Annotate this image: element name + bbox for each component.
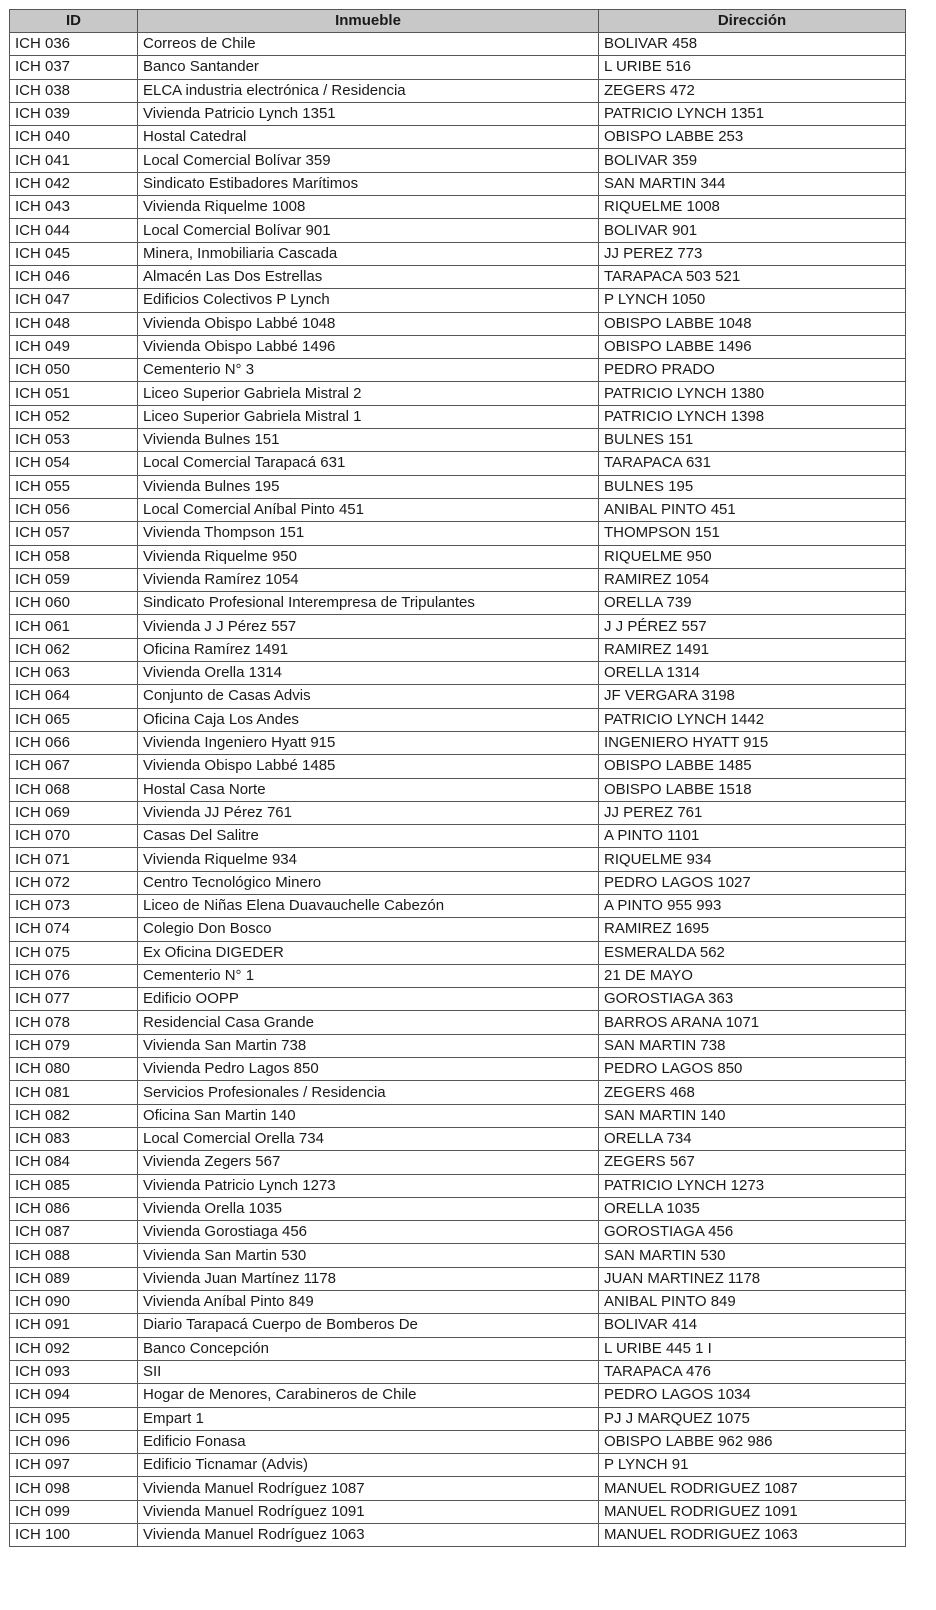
- cell-direccion: BOLIVAR 414: [599, 1314, 906, 1337]
- table-row: [10, 1384, 906, 1407]
- cell-inmueble: Almacén Las Dos Estrellas: [138, 265, 599, 288]
- table-row: [10, 102, 906, 125]
- cell-direccion: L URIBE 516: [599, 56, 906, 79]
- cell-direccion: PATRICIO LYNCH 1442: [599, 708, 906, 731]
- cell-inmueble: Vivienda Obispo Labbé 1048: [138, 312, 599, 335]
- cell-direccion: PATRICIO LYNCH 1380: [599, 382, 906, 405]
- cell-id: ICH 063: [10, 662, 138, 685]
- cell-inmueble: Oficina Ramírez 1491: [138, 638, 599, 661]
- table-row: [10, 1267, 906, 1290]
- cell-inmueble: Hogar de Menores, Carabineros de Chile: [138, 1384, 599, 1407]
- cell-direccion: RAMIREZ 1054: [599, 568, 906, 591]
- cell-direccion: PJ J MARQUEZ 1075: [599, 1407, 906, 1430]
- cell-id: ICH 046: [10, 265, 138, 288]
- cell-inmueble: Hostal Casa Norte: [138, 778, 599, 801]
- table-row: [10, 1104, 906, 1127]
- cell-id: ICH 060: [10, 592, 138, 615]
- cell-direccion: ORELLA 1314: [599, 662, 906, 685]
- table-row: [10, 289, 906, 312]
- table-row: [10, 568, 906, 591]
- table-row: [10, 1524, 906, 1547]
- cell-inmueble: Vivienda Gorostiaga 456: [138, 1221, 599, 1244]
- cell-id: ICH 041: [10, 149, 138, 172]
- cell-direccion: MANUEL RODRIGUEZ 1091: [599, 1500, 906, 1523]
- cell-inmueble: Correos de Chile: [138, 33, 599, 56]
- cell-inmueble: Local Comercial Tarapacá 631: [138, 452, 599, 475]
- cell-inmueble: Local Comercial Orella 734: [138, 1127, 599, 1150]
- table-row: [10, 941, 906, 964]
- table-row: [10, 708, 906, 731]
- cell-id: ICH 040: [10, 126, 138, 149]
- cell-id: ICH 097: [10, 1454, 138, 1477]
- cell-id: ICH 057: [10, 522, 138, 545]
- table-row: [10, 1221, 906, 1244]
- table-row: [10, 1151, 906, 1174]
- cell-inmueble: Edificio Ticnamar (Advis): [138, 1454, 599, 1477]
- cell-inmueble: Vivienda Riquelme 950: [138, 545, 599, 568]
- cell-id: ICH 071: [10, 848, 138, 871]
- table-row: [10, 1291, 906, 1314]
- cell-direccion: BOLIVAR 901: [599, 219, 906, 242]
- cell-direccion: GOROSTIAGA 456: [599, 1221, 906, 1244]
- cell-inmueble: Vivienda Manuel Rodríguez 1091: [138, 1500, 599, 1523]
- cell-direccion: ORELLA 734: [599, 1127, 906, 1150]
- table-row: [10, 1407, 906, 1430]
- cell-inmueble: Vivienda JJ Pérez 761: [138, 801, 599, 824]
- cell-id: ICH 043: [10, 196, 138, 219]
- cell-inmueble: Vivienda San Martin 738: [138, 1034, 599, 1057]
- cell-direccion: PATRICIO LYNCH 1351: [599, 102, 906, 125]
- cell-id: ICH 099: [10, 1500, 138, 1523]
- cell-direccion: JJ PEREZ 761: [599, 801, 906, 824]
- cell-id: ICH 048: [10, 312, 138, 335]
- cell-direccion: ORELLA 739: [599, 592, 906, 615]
- cell-id: ICH 062: [10, 638, 138, 661]
- cell-id: ICH 083: [10, 1127, 138, 1150]
- cell-inmueble: Oficina Caja Los Andes: [138, 708, 599, 731]
- cell-direccion: P LYNCH 1050: [599, 289, 906, 312]
- cell-id: ICH 088: [10, 1244, 138, 1267]
- cell-direccion: INGENIERO HYATT 915: [599, 731, 906, 754]
- cell-inmueble: ELCA industria electrónica / Residencia: [138, 79, 599, 102]
- table-row: [10, 638, 906, 661]
- cell-id: ICH 086: [10, 1197, 138, 1220]
- cell-id: ICH 045: [10, 242, 138, 265]
- cell-id: ICH 065: [10, 708, 138, 731]
- cell-id: ICH 084: [10, 1151, 138, 1174]
- cell-id: ICH 092: [10, 1337, 138, 1360]
- cell-direccion: TARAPACA 631: [599, 452, 906, 475]
- cell-inmueble: Empart 1: [138, 1407, 599, 1430]
- table-row: [10, 871, 906, 894]
- table-row: [10, 498, 906, 521]
- table-row: [10, 848, 906, 871]
- cell-id: ICH 066: [10, 731, 138, 754]
- cell-direccion: L URIBE 445 1 I: [599, 1337, 906, 1360]
- cell-id: ICH 093: [10, 1360, 138, 1383]
- table-row: [10, 592, 906, 615]
- cell-direccion: MANUEL RODRIGUEZ 1087: [599, 1477, 906, 1500]
- table-body: [10, 33, 906, 1547]
- cell-id: ICH 050: [10, 359, 138, 382]
- cell-direccion: SAN MARTIN 344: [599, 172, 906, 195]
- cell-id: ICH 049: [10, 335, 138, 358]
- cell-inmueble: Residencial Casa Grande: [138, 1011, 599, 1034]
- cell-direccion: ANIBAL PINTO 849: [599, 1291, 906, 1314]
- cell-id: ICH 044: [10, 219, 138, 242]
- cell-direccion: JUAN MARTINEZ 1178: [599, 1267, 906, 1290]
- table-row: [10, 545, 906, 568]
- table-row: [10, 1174, 906, 1197]
- table-row: [10, 242, 906, 265]
- cell-inmueble: Vivienda Bulnes 151: [138, 429, 599, 452]
- cell-direccion: A PINTO 955 993: [599, 894, 906, 917]
- cell-id: ICH 052: [10, 405, 138, 428]
- cell-direccion: OBISPO LABBE 1518: [599, 778, 906, 801]
- table-row: [10, 615, 906, 638]
- cell-inmueble: Sindicato Estibadores Marítimos: [138, 172, 599, 195]
- cell-direccion: PEDRO PRADO: [599, 359, 906, 382]
- table-row: [10, 1454, 906, 1477]
- cell-inmueble: Local Comercial Bolívar 901: [138, 219, 599, 242]
- cell-id: ICH 078: [10, 1011, 138, 1034]
- table-row: [10, 219, 906, 242]
- cell-inmueble: Vivienda Riquelme 934: [138, 848, 599, 871]
- cell-direccion: PATRICIO LYNCH 1398: [599, 405, 906, 428]
- cell-inmueble: Vivienda Obispo Labbé 1496: [138, 335, 599, 358]
- cell-direccion: OBISPO LABBE 962 986: [599, 1430, 906, 1453]
- cell-direccion: BOLIVAR 458: [599, 33, 906, 56]
- cell-direccion: BULNES 195: [599, 475, 906, 498]
- cell-id: ICH 042: [10, 172, 138, 195]
- cell-inmueble: Colegio Don Bosco: [138, 918, 599, 941]
- cell-direccion: A PINTO 1101: [599, 825, 906, 848]
- cell-id: ICH 068: [10, 778, 138, 801]
- cell-inmueble: Vivienda Orella 1314: [138, 662, 599, 685]
- cell-inmueble: Local Comercial Bolívar 359: [138, 149, 599, 172]
- cell-inmueble: Vivienda Pedro Lagos 850: [138, 1058, 599, 1081]
- cell-id: ICH 073: [10, 894, 138, 917]
- cell-direccion: PEDRO LAGOS 1027: [599, 871, 906, 894]
- cell-inmueble: Oficina San Martin 140: [138, 1104, 599, 1127]
- cell-direccion: ZEGERS 468: [599, 1081, 906, 1104]
- cell-id: ICH 069: [10, 801, 138, 824]
- cell-inmueble: Vivienda Patricio Lynch 1273: [138, 1174, 599, 1197]
- cell-direccion: 21 DE MAYO: [599, 964, 906, 987]
- cell-direccion: OBISPO LABBE 253: [599, 126, 906, 149]
- table-row: [10, 405, 906, 428]
- table-row: [10, 79, 906, 102]
- cell-inmueble: Minera, Inmobiliaria Cascada: [138, 242, 599, 265]
- table-row: [10, 475, 906, 498]
- table-row: [10, 312, 906, 335]
- cell-direccion: BOLIVAR 359: [599, 149, 906, 172]
- header-direccion: Dirección: [599, 10, 906, 33]
- cell-inmueble: Conjunto de Casas Advis: [138, 685, 599, 708]
- cell-inmueble: Vivienda Ramírez 1054: [138, 568, 599, 591]
- cell-id: ICH 036: [10, 33, 138, 56]
- cell-id: ICH 082: [10, 1104, 138, 1127]
- cell-inmueble: Cementerio N° 3: [138, 359, 599, 382]
- cell-inmueble: Vivienda Thompson 151: [138, 522, 599, 545]
- table-row: [10, 1011, 906, 1034]
- table-row: [10, 1337, 906, 1360]
- inmuebles-table: [9, 9, 906, 1547]
- cell-id: ICH 058: [10, 545, 138, 568]
- table-row: [10, 825, 906, 848]
- table-row: [10, 172, 906, 195]
- cell-id: ICH 100: [10, 1524, 138, 1547]
- header-inmueble: Inmueble: [138, 10, 599, 33]
- cell-inmueble: Vivienda Zegers 567: [138, 1151, 599, 1174]
- table-row: [10, 429, 906, 452]
- cell-inmueble: Banco Concepción: [138, 1337, 599, 1360]
- cell-inmueble: Sindicato Profesional Interempresa de Tripulantes: [138, 592, 599, 615]
- cell-inmueble: Cementerio N° 1: [138, 964, 599, 987]
- cell-direccion: SAN MARTIN 140: [599, 1104, 906, 1127]
- cell-inmueble: Local Comercial Aníbal Pinto 451: [138, 498, 599, 521]
- cell-id: ICH 080: [10, 1058, 138, 1081]
- table-row: [10, 196, 906, 219]
- cell-inmueble: Vivienda Manuel Rodríguez 1087: [138, 1477, 599, 1500]
- cell-inmueble: Ex Oficina DIGEDER: [138, 941, 599, 964]
- cell-direccion: OBISPO LABBE 1496: [599, 335, 906, 358]
- cell-inmueble: Vivienda Bulnes 195: [138, 475, 599, 498]
- cell-id: ICH 096: [10, 1430, 138, 1453]
- cell-id: ICH 075: [10, 941, 138, 964]
- table-row: [10, 964, 906, 987]
- cell-inmueble: Vivienda Riquelme 1008: [138, 196, 599, 219]
- cell-direccion: MANUEL RODRIGUEZ 1063: [599, 1524, 906, 1547]
- cell-id: ICH 095: [10, 1407, 138, 1430]
- cell-id: ICH 061: [10, 615, 138, 638]
- table-row: [10, 1314, 906, 1337]
- cell-id: ICH 098: [10, 1477, 138, 1500]
- table-row: [10, 801, 906, 824]
- cell-direccion: ZEGERS 472: [599, 79, 906, 102]
- table-row: [10, 452, 906, 475]
- table-row: [10, 265, 906, 288]
- table-row: [10, 731, 906, 754]
- cell-id: ICH 091: [10, 1314, 138, 1337]
- cell-direccion: ZEGERS 567: [599, 1151, 906, 1174]
- cell-direccion: SAN MARTIN 738: [599, 1034, 906, 1057]
- table-row: [10, 335, 906, 358]
- cell-inmueble: Liceo de Niñas Elena Duavauchelle Cabezón: [138, 894, 599, 917]
- table-row: [10, 1477, 906, 1500]
- cell-direccion: RAMIREZ 1491: [599, 638, 906, 661]
- cell-inmueble: Edificio Fonasa: [138, 1430, 599, 1453]
- table-row: [10, 894, 906, 917]
- cell-inmueble: Vivienda Orella 1035: [138, 1197, 599, 1220]
- cell-inmueble: Hostal Catedral: [138, 126, 599, 149]
- cell-id: ICH 039: [10, 102, 138, 125]
- table-row: [10, 1034, 906, 1057]
- cell-direccion: TARAPACA 476: [599, 1360, 906, 1383]
- table-row: [10, 126, 906, 149]
- table-row: [10, 1244, 906, 1267]
- cell-id: ICH 038: [10, 79, 138, 102]
- cell-inmueble: Vivienda San Martin 530: [138, 1244, 599, 1267]
- cell-direccion: OBISPO LABBE 1485: [599, 755, 906, 778]
- cell-inmueble: Edificios Colectivos P Lynch: [138, 289, 599, 312]
- table-row: [10, 359, 906, 382]
- cell-direccion: P LYNCH 91: [599, 1454, 906, 1477]
- cell-inmueble: Vivienda Patricio Lynch 1351: [138, 102, 599, 125]
- cell-direccion: PATRICIO LYNCH 1273: [599, 1174, 906, 1197]
- cell-inmueble: Centro Tecnológico Minero: [138, 871, 599, 894]
- cell-direccion: PEDRO LAGOS 850: [599, 1058, 906, 1081]
- cell-direccion: ORELLA 1035: [599, 1197, 906, 1220]
- cell-id: ICH 054: [10, 452, 138, 475]
- cell-id: ICH 085: [10, 1174, 138, 1197]
- cell-id: ICH 059: [10, 568, 138, 591]
- cell-id: ICH 047: [10, 289, 138, 312]
- table-row: [10, 755, 906, 778]
- cell-direccion: RAMIREZ 1695: [599, 918, 906, 941]
- cell-inmueble: Diario Tarapacá Cuerpo de Bomberos De: [138, 1314, 599, 1337]
- cell-id: ICH 077: [10, 988, 138, 1011]
- cell-direccion: TARAPACA 503 521: [599, 265, 906, 288]
- cell-id: ICH 090: [10, 1291, 138, 1314]
- cell-direccion: OBISPO LABBE 1048: [599, 312, 906, 335]
- cell-inmueble: Casas Del Salitre: [138, 825, 599, 848]
- cell-inmueble: Vivienda Juan Martínez 1178: [138, 1267, 599, 1290]
- cell-direccion: BULNES 151: [599, 429, 906, 452]
- table-row: [10, 778, 906, 801]
- cell-id: ICH 051: [10, 382, 138, 405]
- cell-direccion: GOROSTIAGA 363: [599, 988, 906, 1011]
- cell-inmueble: Vivienda Obispo Labbé 1485: [138, 755, 599, 778]
- table-row: [10, 685, 906, 708]
- cell-id: ICH 072: [10, 871, 138, 894]
- cell-id: ICH 053: [10, 429, 138, 452]
- cell-direccion: BARROS ARANA 1071: [599, 1011, 906, 1034]
- cell-id: ICH 067: [10, 755, 138, 778]
- cell-id: ICH 076: [10, 964, 138, 987]
- table-row: [10, 1197, 906, 1220]
- cell-direccion: RIQUELME 1008: [599, 196, 906, 219]
- cell-inmueble: SII: [138, 1360, 599, 1383]
- cell-id: ICH 074: [10, 918, 138, 941]
- table-row: [10, 1430, 906, 1453]
- table-row: [10, 1058, 906, 1081]
- cell-id: ICH 089: [10, 1267, 138, 1290]
- cell-direccion: SAN MARTIN 530: [599, 1244, 906, 1267]
- table-row: [10, 33, 906, 56]
- table-row: [10, 1500, 906, 1523]
- cell-inmueble: Liceo Superior Gabriela Mistral 2: [138, 382, 599, 405]
- cell-inmueble: Vivienda Ingeniero Hyatt 915: [138, 731, 599, 754]
- cell-inmueble: Edificio OOPP: [138, 988, 599, 1011]
- cell-direccion: RIQUELME 934: [599, 848, 906, 871]
- table-row: [10, 382, 906, 405]
- cell-id: ICH 064: [10, 685, 138, 708]
- cell-inmueble: Vivienda J J Pérez 557: [138, 615, 599, 638]
- table-row: [10, 918, 906, 941]
- cell-direccion: J J PÉREZ 557: [599, 615, 906, 638]
- cell-inmueble: Vivienda Aníbal Pinto 849: [138, 1291, 599, 1314]
- header-row: [10, 10, 906, 33]
- table-row: [10, 1360, 906, 1383]
- cell-direccion: THOMPSON 151: [599, 522, 906, 545]
- cell-id: ICH 037: [10, 56, 138, 79]
- cell-inmueble: Servicios Profesionales / Residencia: [138, 1081, 599, 1104]
- cell-id: ICH 081: [10, 1081, 138, 1104]
- cell-direccion: ANIBAL PINTO 451: [599, 498, 906, 521]
- table-row: [10, 149, 906, 172]
- cell-direccion: ESMERALDA 562: [599, 941, 906, 964]
- cell-id: ICH 094: [10, 1384, 138, 1407]
- cell-id: ICH 070: [10, 825, 138, 848]
- table-row: [10, 662, 906, 685]
- table-row: [10, 56, 906, 79]
- cell-direccion: JJ PEREZ 773: [599, 242, 906, 265]
- table-row: [10, 1127, 906, 1150]
- cell-id: ICH 055: [10, 475, 138, 498]
- cell-id: ICH 079: [10, 1034, 138, 1057]
- cell-direccion: RIQUELME 950: [599, 545, 906, 568]
- cell-inmueble: Vivienda Manuel Rodríguez 1063: [138, 1524, 599, 1547]
- header-id: ID: [10, 10, 138, 33]
- table-row: [10, 522, 906, 545]
- table-row: [10, 1081, 906, 1104]
- cell-id: ICH 087: [10, 1221, 138, 1244]
- cell-inmueble: Liceo Superior Gabriela Mistral 1: [138, 405, 599, 428]
- cell-id: ICH 056: [10, 498, 138, 521]
- cell-direccion: JF VERGARA 3198: [599, 685, 906, 708]
- cell-direccion: PEDRO LAGOS 1034: [599, 1384, 906, 1407]
- cell-inmueble: Banco Santander: [138, 56, 599, 79]
- table-row: [10, 988, 906, 1011]
